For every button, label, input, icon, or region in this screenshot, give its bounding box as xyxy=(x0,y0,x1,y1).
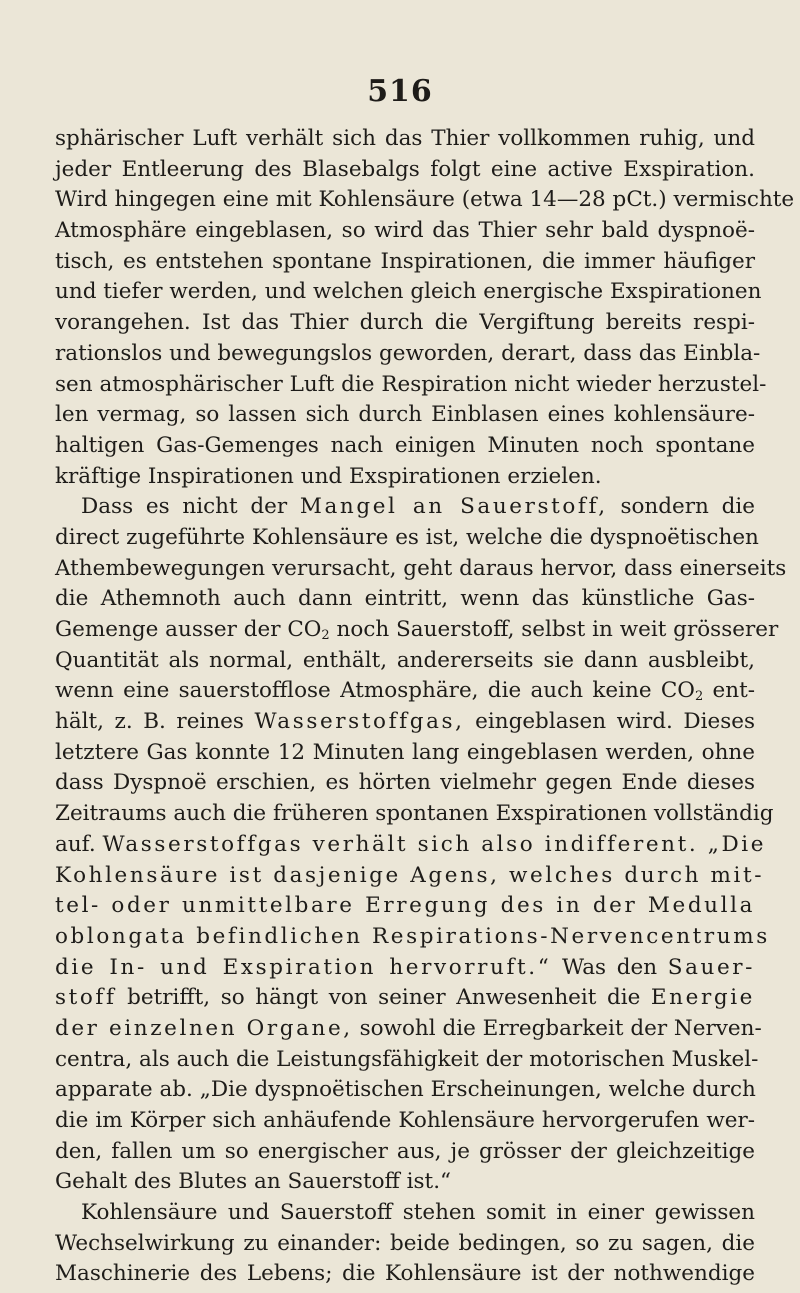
text-line: und tiefer werden, und welchen gleich energische Exspirationen xyxy=(55,279,762,305)
text-line: Atmosphäre eingeblasen, so wird das Thier sehr bald dyspnoë- xyxy=(55,218,755,244)
text-line: Gehalt des Blutes an Sauerstoff ist.“ xyxy=(55,1169,452,1195)
text-line: tisch, es entstehen spontane Inspirationen, die immer häufiger xyxy=(55,248,755,274)
emphasis-run: Wasserstoffgas, xyxy=(254,709,465,735)
text-run: Dass es nicht der xyxy=(81,494,288,520)
text-line: Kohlensäure und Sauerstoff stehen somit in einer gewissen xyxy=(81,1200,755,1226)
text-run: sowohl die Erregbarkeit der Nerven- xyxy=(359,1015,762,1041)
text-line xyxy=(55,1014,762,1045)
emphasis-run: der einzelnen Organe, xyxy=(55,1015,353,1041)
text-line xyxy=(55,615,779,646)
text-run: wenn eine sauerstofflose Atmosphäre, die auch keine CO xyxy=(55,678,695,704)
text-run: noch Sauerstoff, selbst in weit grösserer xyxy=(329,617,779,642)
subscript-two: 2 xyxy=(694,689,704,705)
emphasis-run: Sauer- xyxy=(667,954,756,980)
text-line: Zeitraums auch die früheren spontanen Exspirationen vollständig xyxy=(55,801,774,827)
text-line: Athembewegungen verursacht, geht daraus hervor, dass einerseits xyxy=(55,555,787,581)
text-line: die Athemnoth auch dann eintritt, wenn das künstliche Gas- xyxy=(55,586,755,612)
emphasis-run: Wasserstoffgas verhält sich also indifferent. „Die xyxy=(102,831,767,857)
text-line xyxy=(55,983,755,1014)
text-run: Gemenge ausser der CO xyxy=(55,617,322,642)
text-line: den, fallen um so energischer aus, je grösser der gleichzeitige xyxy=(55,1138,755,1164)
emphasis-run: Energie xyxy=(650,985,755,1011)
emphasis-run: stoff xyxy=(55,985,117,1011)
text-line xyxy=(55,676,755,707)
text-run: sondern die xyxy=(620,494,755,520)
text-run: Was den xyxy=(562,954,658,980)
text-run: betrifft, so hängt von seiner Anwesenheit die xyxy=(127,985,641,1011)
text-line: apparate ab. „Die dyspnoëtischen Erscheinungen, welche durch xyxy=(55,1077,756,1103)
text-run: hält, z. B. reines xyxy=(55,709,244,735)
text-line: centra, als auch die Leistungsfähigkeit der motorischen Muskel- xyxy=(55,1046,759,1072)
subscript-two: 2 xyxy=(321,628,330,643)
text-line: direct zugeführte Kohlensäure es ist, welche die dyspnoëtischen xyxy=(55,524,759,550)
text-line xyxy=(55,707,755,738)
text-line: sphärischer Luft verhält sich das Thier vollkommen ruhig, und xyxy=(55,126,755,151)
text-run: ent- xyxy=(703,678,756,704)
emphasis-run: die In- und Exspiration hervorruft.“ xyxy=(55,954,552,980)
text-line: jeder Entleerung des Blasebalgs folgt eine active Exspiration. xyxy=(55,156,755,182)
text-line: rationslos und bewegungslos geworden, derart, dass das Einbla- xyxy=(55,340,761,366)
text-line: len vermag, so lassen sich durch Einblasen eines kohlensäure- xyxy=(55,402,755,428)
emphasis-run: Mangel an Sauerstoff, xyxy=(299,494,608,520)
text-line: letztere Gas konnte 12 Minuten lang eingeblasen werden, ohne xyxy=(55,739,755,765)
text-line xyxy=(55,953,755,984)
text-line: tel- oder unmittelbare Erregung des in der Medulla xyxy=(55,893,755,919)
text-line xyxy=(55,492,755,523)
text-line: kräftige Inspirationen und Exspirationen erzielen. xyxy=(55,463,602,489)
text-line: vorangehen. Ist das Thier durch die Vergiftung bereits respi- xyxy=(55,310,755,336)
text-line: Quantität als normal, enthält, andererseits sie dann ausbleibt, xyxy=(55,647,755,673)
text-line: dass Dyspnoë erschien, es hörten vielmehr gegen Ende dieses xyxy=(55,770,755,796)
text-line: haltigen Gas-Gemenges nach einigen Minuten noch spontane xyxy=(55,432,755,458)
text-line: sen atmosphärischer Luft die Respiration nicht wieder herzustel- xyxy=(55,371,767,397)
text-line: Wird hingegen eine mit Kohlensäure (etwa 14—28 pCt.) vermischte xyxy=(55,187,795,213)
text-line: oblongata befindlichen Respirations-Nervencentrums xyxy=(55,923,770,949)
text-run: eingeblasen wird. Dieses xyxy=(475,709,755,735)
text-line: Kohlensäure ist dasjenige Agens, welches durch mit- xyxy=(55,862,765,888)
page-number: 516 xyxy=(367,74,433,109)
text-line xyxy=(55,830,767,861)
text-line: die im Körper sich anhäufende Kohlensäure hervorgerufen wer- xyxy=(55,1108,755,1133)
text-line: Wechselwirkung zu einander: beide bedingen, so zu sagen, die xyxy=(55,1230,755,1256)
body-text xyxy=(55,124,795,1290)
text-run: auf. xyxy=(55,831,96,857)
text-line: Maschinerie des Lebens; die Kohlensäure ist der nothwendige xyxy=(55,1261,755,1287)
